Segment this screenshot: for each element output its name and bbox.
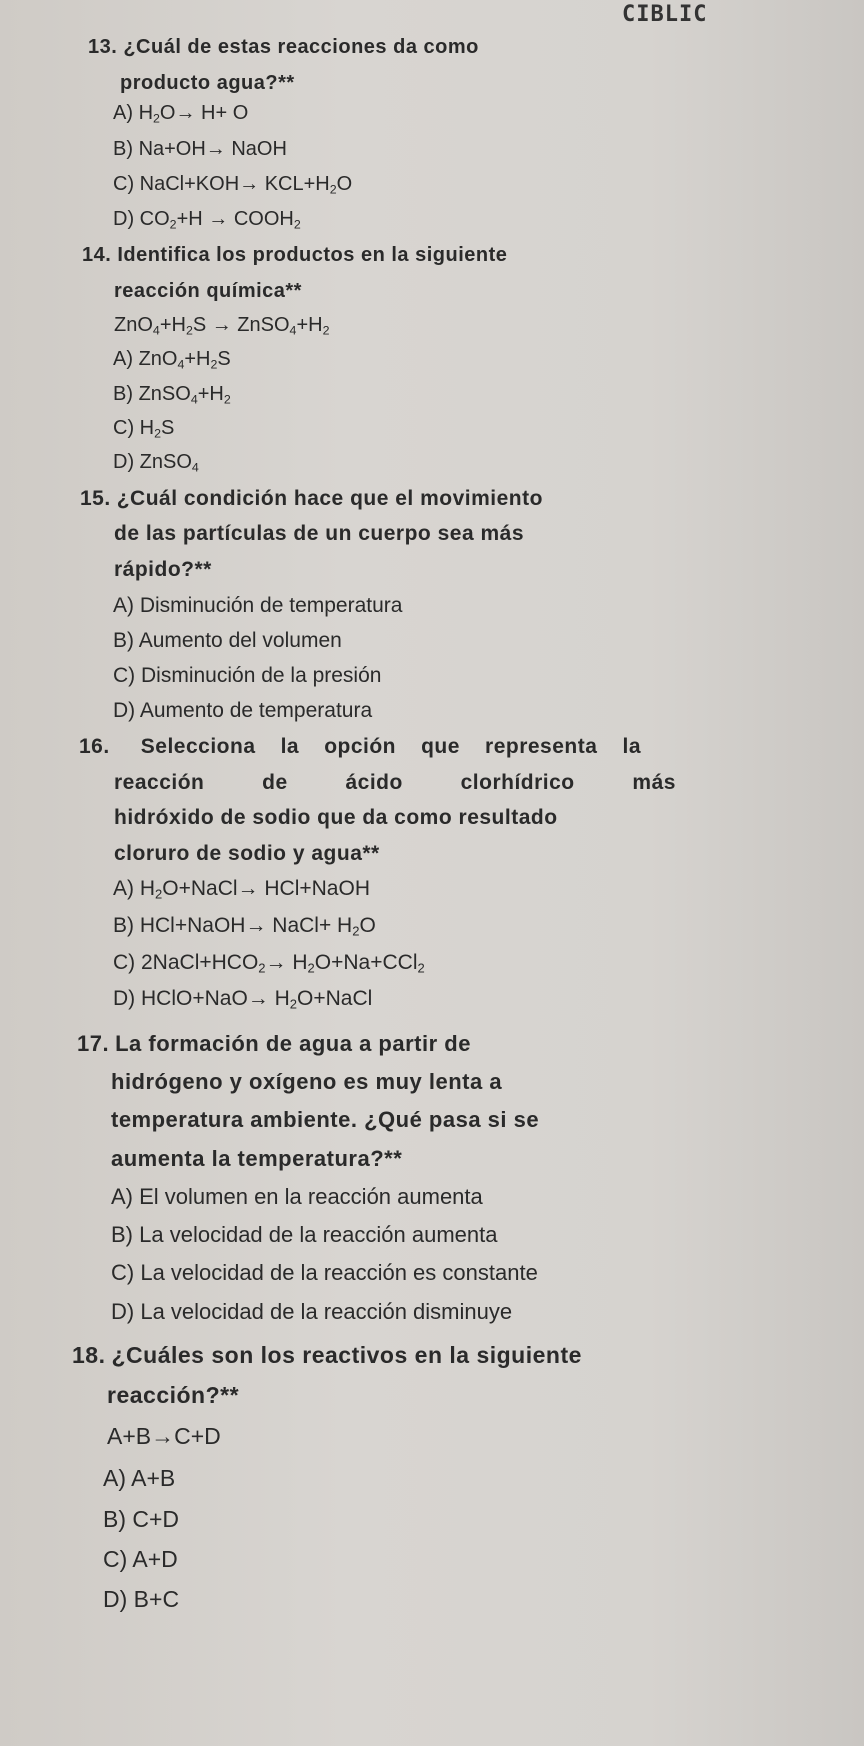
answer-option-c bbox=[113, 951, 425, 975]
question-text: producto agua?** bbox=[120, 72, 295, 94]
question-number: 15. bbox=[80, 487, 111, 510]
answer-option-d bbox=[113, 699, 372, 723]
option-letter: B) bbox=[111, 1222, 140, 1247]
question-text-line bbox=[114, 842, 380, 866]
question-text: ¿Cuáles son los reactivos en la siguiente bbox=[111, 1342, 582, 1368]
reaction-equation: $ZnO_4+H_2S$ → $ZnSO_4+H_2$ bbox=[114, 314, 330, 338]
question-text-line bbox=[88, 36, 479, 59]
question-number: 14. bbox=[82, 244, 112, 266]
option-text: ZnSO$_4$ bbox=[139, 451, 199, 475]
answer-option-c bbox=[113, 173, 352, 196]
option-text: $H_2O\to H+ O$ bbox=[138, 102, 249, 126]
option-letter: A) bbox=[103, 1465, 132, 1491]
question-text-line: reacción de ácido clorhídrico más bbox=[114, 771, 676, 794]
question-text-line bbox=[114, 522, 524, 546]
answer-option-d bbox=[103, 1586, 179, 1613]
option-letter: D) bbox=[113, 451, 140, 473]
option-text: Disminución de temperatura bbox=[139, 594, 403, 617]
option-text: A+B bbox=[131, 1465, 176, 1491]
question-number: 17. bbox=[77, 1031, 110, 1056]
answer-option-a bbox=[111, 1184, 483, 1210]
question-number: 13. bbox=[88, 36, 118, 58]
answer-option-b bbox=[111, 1222, 497, 1248]
option-text: La velocidad de la reacción disminuye bbox=[140, 1299, 513, 1324]
question-text: ¿Cuál condición hace que el movimiento bbox=[116, 487, 543, 510]
question-text: Identifica los productos en la siguiente bbox=[117, 244, 508, 266]
question-text-line bbox=[111, 1146, 402, 1172]
question-text: aumenta la temperatura?** bbox=[111, 1146, 403, 1171]
option-text: $CO_2+H$ → $COOH_2$ bbox=[139, 208, 301, 232]
option-text: Aumento del volumen bbox=[138, 629, 342, 652]
option-text: Aumento de temperatura bbox=[139, 699, 373, 722]
option-text: El volumen en la reacción aumenta bbox=[139, 1184, 483, 1209]
option-text: $H_2S$ bbox=[139, 417, 175, 441]
option-letter: A) bbox=[113, 102, 139, 124]
question-text-line bbox=[107, 1382, 239, 1409]
question-text-line bbox=[72, 1342, 582, 1369]
answer-option-c bbox=[113, 417, 174, 440]
option-letter: B) bbox=[113, 138, 139, 160]
reaction-equation: A+B→C+D bbox=[107, 1423, 221, 1449]
option-letter: D) bbox=[113, 987, 141, 1010]
answer-option-b bbox=[113, 383, 231, 406]
option-letter: B) bbox=[113, 914, 140, 937]
answer-option-c bbox=[111, 1260, 538, 1286]
question-text: ¿Cuál de estas reacciones da como bbox=[123, 36, 479, 58]
answer-option-a bbox=[103, 1465, 175, 1492]
option-text: La velocidad de la reacción aumenta bbox=[139, 1222, 498, 1247]
option-letter: C) bbox=[113, 173, 140, 195]
answer-option-a bbox=[113, 348, 231, 371]
option-letter: A) bbox=[113, 348, 139, 370]
option-text: $ZnSO_4+H_2$ bbox=[138, 383, 231, 407]
answer-option-b bbox=[113, 138, 287, 161]
option-letter: C) bbox=[113, 951, 141, 974]
option-letter: D) bbox=[111, 1299, 141, 1324]
question-text: de las partículas de un cuerpo sea más bbox=[114, 522, 524, 545]
option-letter: B) bbox=[103, 1506, 133, 1532]
question-text: cloruro de sodio y agua** bbox=[114, 842, 380, 865]
option-letter: C) bbox=[113, 417, 140, 439]
option-text: HCl+NaOH→ NaCl+ $H_2O$ bbox=[139, 914, 376, 939]
option-text: $ZnO_4+H_2S$ bbox=[138, 348, 231, 372]
question-text: reacción química** bbox=[114, 280, 302, 302]
question-text: La formación de agua a partir de bbox=[115, 1031, 471, 1056]
answer-option-b bbox=[103, 1506, 179, 1533]
question-text: hidróxido de sodio que da como resultado bbox=[114, 806, 558, 829]
question-number: 18. bbox=[72, 1342, 106, 1368]
option-letter: B) bbox=[113, 383, 139, 405]
answer-option-c bbox=[103, 1546, 178, 1573]
option-letter: C) bbox=[111, 1260, 141, 1285]
option-letter: A) bbox=[113, 594, 140, 617]
question-text-line bbox=[82, 244, 507, 267]
header-label: CIBLIC bbox=[622, 2, 708, 27]
question-text-line bbox=[114, 558, 212, 582]
question-text-line bbox=[80, 487, 543, 511]
question-text-line bbox=[114, 806, 558, 830]
answer-option-d bbox=[111, 1299, 512, 1325]
option-text: La velocidad de la reacción es constante bbox=[140, 1260, 538, 1285]
option-letter: D) bbox=[103, 1586, 134, 1612]
option-letter: A) bbox=[113, 877, 140, 900]
question-text-line bbox=[114, 280, 302, 303]
option-letter: A) bbox=[111, 1184, 140, 1209]
option-letter: C) bbox=[113, 664, 141, 687]
option-text: NaCl+KOH→ $KCL+H_2O$ bbox=[139, 173, 353, 197]
option-letter: C) bbox=[103, 1546, 133, 1572]
question-text-line bbox=[111, 1069, 502, 1095]
answer-option-d bbox=[113, 208, 301, 231]
answer-option-a bbox=[113, 877, 370, 901]
option-text: Na+OH→ NaOH bbox=[138, 138, 287, 160]
answer-option-a bbox=[113, 594, 402, 618]
answer-option-d bbox=[113, 451, 199, 474]
option-text: A+D bbox=[132, 1546, 178, 1572]
question-text: temperatura ambiente. ¿Qué pasa si se bbox=[111, 1107, 540, 1132]
answer-option-d bbox=[113, 987, 372, 1011]
option-text: C+D bbox=[132, 1506, 180, 1532]
answer-option-b bbox=[113, 629, 342, 653]
answer-option-c bbox=[113, 664, 381, 688]
answer-option-a bbox=[113, 102, 248, 125]
option-letter: D) bbox=[113, 699, 140, 722]
option-text: B+C bbox=[133, 1586, 180, 1612]
option-letter: D) bbox=[113, 208, 140, 230]
question-text: hidrógeno y oxígeno es muy lenta a bbox=[111, 1069, 503, 1094]
answer-option-b bbox=[113, 914, 376, 938]
question-text-line bbox=[111, 1107, 539, 1133]
question-text: rápido?** bbox=[114, 558, 212, 581]
question-text-line: 16. Selecciona la opción que representa la bbox=[79, 735, 641, 758]
option-text: $H_2O+NaCl\to$ HCl+NaOH bbox=[139, 877, 370, 902]
option-letter: B) bbox=[113, 629, 139, 652]
question-text: reacción?** bbox=[107, 1382, 240, 1408]
option-text: HClO+NaO→ $H_2O+NaCl$ bbox=[141, 987, 373, 1012]
option-text: Disminución de la presión bbox=[141, 664, 382, 687]
question-text-line bbox=[120, 72, 295, 95]
question-text-line bbox=[77, 1031, 471, 1057]
option-text: $2NaCl+HCO_2\to H_2O+Na+CCl_2$ bbox=[141, 951, 425, 976]
question-number: 16. bbox=[79, 735, 110, 758]
